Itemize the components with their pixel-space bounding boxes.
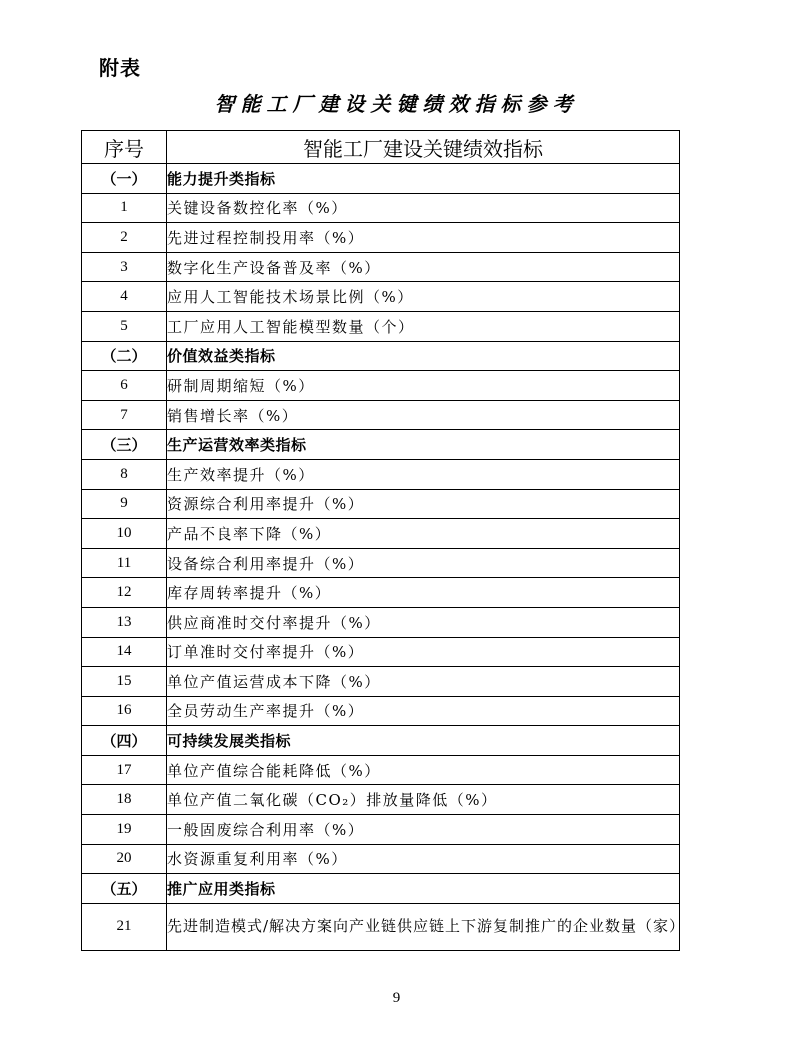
indicator-name: 先进过程控制投用率（%） xyxy=(167,223,680,253)
row-number: 5 xyxy=(82,311,167,341)
row-number: 3 xyxy=(82,252,167,282)
document-title: 智能工厂建设关键绩效指标参考 xyxy=(214,92,579,116)
indicator-name: 单位产值综合能耗降低（%） xyxy=(167,755,680,785)
indicator-name: 生产效率提升（%） xyxy=(167,459,680,489)
row-number: 14 xyxy=(82,637,167,667)
indicator-name: 销售增长率（%） xyxy=(167,400,680,430)
table-row xyxy=(82,252,680,282)
row-number: 18 xyxy=(82,785,167,815)
row-number: 19 xyxy=(82,815,167,845)
indicator-name: 单位产值二氧化碳（CO₂）排放量降低（%） xyxy=(167,785,680,815)
kpi-table-body xyxy=(82,164,686,951)
row-number: 8 xyxy=(82,459,167,489)
row-number: 6 xyxy=(82,371,167,401)
row-number: 20 xyxy=(82,844,167,874)
table-row xyxy=(82,282,680,312)
table-row xyxy=(82,519,680,549)
section-row xyxy=(82,341,680,371)
row-number: 15 xyxy=(82,667,167,697)
section-title: 生产运营效率类指标 xyxy=(167,430,680,460)
section-row xyxy=(82,164,680,194)
table-row xyxy=(82,903,680,950)
indicator-name: 关键设备数控化率（%） xyxy=(167,193,680,223)
indicator-name: 资源综合利用率提升（%） xyxy=(167,489,680,519)
section-row xyxy=(82,726,680,756)
section-number: （一） xyxy=(82,164,167,194)
header-indicator: 智能工厂建设关键绩效指标 xyxy=(167,131,680,164)
row-number: 11 xyxy=(82,548,167,578)
indicator-name: 单位产值运营成本下降（%） xyxy=(167,667,680,697)
section-title: 推广应用类指标 xyxy=(167,874,680,904)
row-number: 1 xyxy=(82,193,167,223)
row-number: 9 xyxy=(82,489,167,519)
table-row xyxy=(82,578,680,608)
kpi-table xyxy=(81,130,686,951)
row-number: 21 xyxy=(82,903,167,950)
indicator-name: 产品不良率下降（%） xyxy=(167,519,680,549)
section-title: 价值效益类指标 xyxy=(167,341,680,371)
appendix-label: 附表 xyxy=(99,56,141,80)
row-number: 16 xyxy=(82,696,167,726)
table-row xyxy=(82,489,680,519)
row-number: 10 xyxy=(82,519,167,549)
section-row xyxy=(82,874,680,904)
indicator-name: 先进制造模式/解决方案向产业链供应链上下游复制推广的企业数量（家） xyxy=(167,903,680,950)
indicator-name: 研制周期缩短（%） xyxy=(167,371,680,401)
table-row xyxy=(82,311,680,341)
table-header-row xyxy=(82,131,680,164)
table-row xyxy=(82,400,680,430)
section-title: 可持续发展类指标 xyxy=(167,726,680,756)
table-row xyxy=(82,755,680,785)
table-row xyxy=(82,637,680,667)
row-number: 13 xyxy=(82,607,167,637)
row-number: 2 xyxy=(82,223,167,253)
section-number: （五） xyxy=(82,874,167,904)
indicator-name: 数字化生产设备普及率（%） xyxy=(167,252,680,282)
table-row xyxy=(82,785,680,815)
page-number: 9 xyxy=(392,990,401,1006)
indicator-name: 设备综合利用率提升（%） xyxy=(167,548,680,578)
table-row xyxy=(82,696,680,726)
section-number: （三） xyxy=(82,430,167,460)
table-row xyxy=(82,459,680,489)
row-number: 17 xyxy=(82,755,167,785)
section-number: （二） xyxy=(82,341,167,371)
table-row xyxy=(82,223,680,253)
table-row xyxy=(82,815,680,845)
indicator-name: 一般固废综合利用率（%） xyxy=(167,815,680,845)
row-number: 12 xyxy=(82,578,167,608)
indicator-name: 全员劳动生产率提升（%） xyxy=(167,696,680,726)
section-title: 能力提升类指标 xyxy=(167,164,680,194)
row-number: 4 xyxy=(82,282,167,312)
table-row xyxy=(82,371,680,401)
table-row xyxy=(82,607,680,637)
indicator-name: 库存周转率提升（%） xyxy=(167,578,680,608)
indicator-name: 应用人工智能技术场景比例（%） xyxy=(167,282,680,312)
table-row xyxy=(82,667,680,697)
section-number: （四） xyxy=(82,726,167,756)
indicator-name: 订单准时交付率提升（%） xyxy=(167,637,680,667)
indicator-name: 工厂应用人工智能模型数量（个） xyxy=(167,311,680,341)
section-row xyxy=(82,430,680,460)
table-row xyxy=(82,548,680,578)
table-row xyxy=(82,844,680,874)
header-serial-number: 序号 xyxy=(82,131,167,164)
indicator-name: 水资源重复利用率（%） xyxy=(167,844,680,874)
indicator-name: 供应商准时交付率提升（%） xyxy=(167,607,680,637)
table-row xyxy=(82,193,680,223)
row-number: 7 xyxy=(82,400,167,430)
